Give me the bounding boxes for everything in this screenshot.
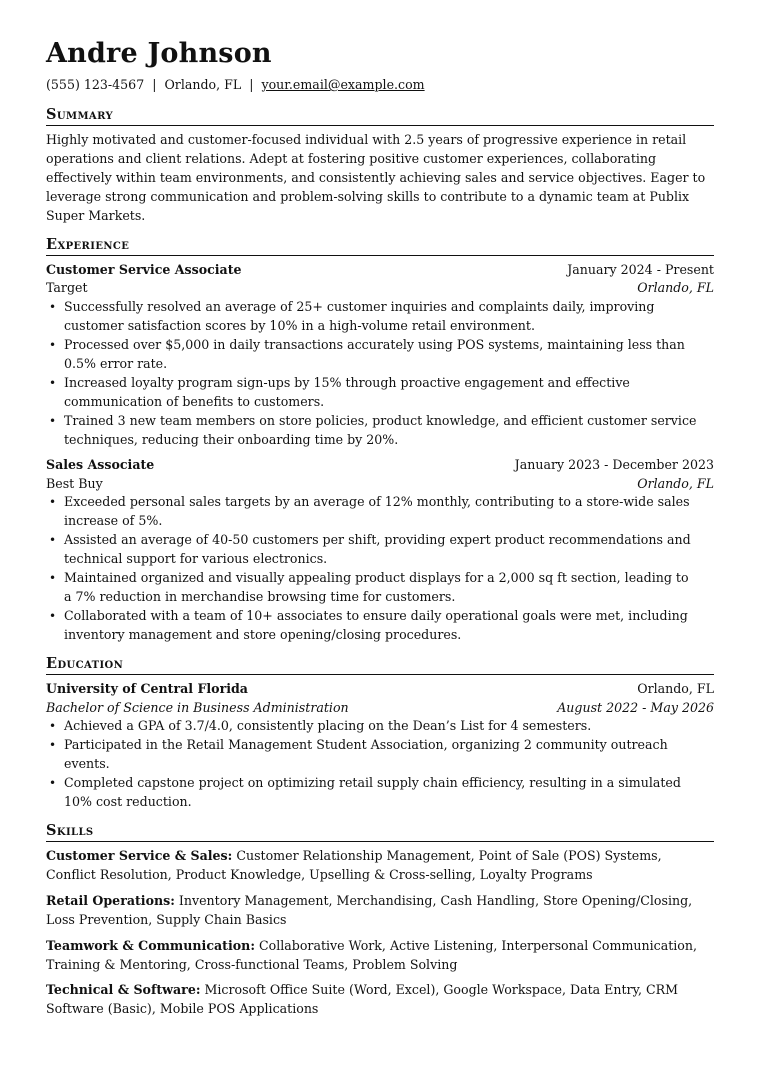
contact-separator: |	[152, 77, 157, 92]
school-row	[46, 680, 714, 699]
job-dates: January 2023 - December 2023	[514, 456, 714, 472]
skill-group	[46, 937, 714, 975]
job-location: Orlando, FL	[637, 280, 714, 296]
skill-items: Collaborative Work, Active Listening, Interpersonal Communication, Training & Mentoring, Cross-functional Teams, Problem Solving	[46, 937, 697, 972]
email-link[interactable]: your.email@example.com	[261, 77, 425, 92]
contact-line	[46, 76, 714, 94]
job-bullets	[46, 298, 714, 449]
contact-separator: |	[249, 77, 254, 92]
list-item: • Participated in the Retail Management Student Association, organizing 2 community outreach events.	[64, 736, 714, 774]
experience-entry	[46, 456, 714, 645]
experience-heading: Experience	[46, 236, 714, 256]
summary-text: Highly motivated and customer-focused individual with 2.5 years of progressive experience in retail operations and client relations. Adept at fostering positive customer experiences, collaborating effectively within team environments, and consistently achieving sales and service objectives. Eager to leverage strong communication and problem-solving skills to contribute to a dynamic team at Publix Super Markets.	[46, 132, 706, 223]
list-item: • Processed over $5,000 in daily transactions accurately using POS systems, maintaining less than 0.5% error rate.	[64, 336, 714, 374]
skills-heading: Skills	[46, 822, 714, 842]
phone-number: (555) 123-4567	[46, 77, 145, 92]
job-company: Target	[46, 280, 88, 296]
skill-items: Microsoft Office Suite (Word, Excel), Google Workspace, Data Entry, CRM Software (Basic), Mobile POS Applications	[46, 982, 679, 1017]
list-item: • Completed capstone project on optimizing retail supply chain efficiency, resulting in a simulated 10% cost reduction.	[64, 774, 714, 812]
education-entry	[46, 680, 714, 812]
skill-label: Technical & Software:	[46, 982, 201, 998]
degree-name: Bachelor of Science in Business Administration	[46, 699, 349, 715]
job-company-row	[46, 475, 714, 494]
list-item: • Maintained organized and visually appealing product displays for a 2,000 sq ft section, leading to a 7% reduction in merchandise browsing time for customers.	[64, 569, 714, 607]
experience-entry	[46, 261, 714, 450]
skill-label: Customer Service & Sales:	[46, 848, 233, 863]
list-item: • Collaborated with a team of 10+ associates to ensure daily operational goals were met, including inventory management and store opening/closing procedures.	[64, 607, 714, 645]
skill-group	[46, 892, 714, 930]
list-item: • Successfully resolved an average of 25+ customer inquiries and complaints daily, improving customer satisfaction scores by 10% in a high-volume retail environment.	[64, 298, 714, 336]
job-bullets	[46, 493, 714, 644]
education-dates: August 2022 - May 2026	[557, 699, 714, 715]
job-location: Orlando, FL	[637, 475, 714, 491]
skill-group	[46, 847, 714, 885]
skill-label: Teamwork & Communication:	[46, 937, 255, 953]
job-header-row	[46, 456, 714, 475]
job-title: Sales Associate	[46, 456, 155, 472]
school-location: Orlando, FL	[637, 680, 714, 696]
education-heading: Education	[46, 655, 714, 675]
list-item: • Exceeded personal sales targets by an average of 12% monthly, contributing to a store-wide sales increase of 5%.	[64, 493, 714, 531]
job-header-row	[46, 261, 714, 280]
skill-items: Customer Relationship Management, Point of Sale (POS) Systems, Conflict Resolution, Product Knowledge, Upselling & Cross-selling, Loyalty Programs	[46, 848, 662, 882]
list-item: • Trained 3 new team members on store policies, product knowledge, and efficient customer service techniques, reducing their onboarding time by 20%.	[64, 412, 714, 450]
job-company: Best Buy	[46, 475, 103, 491]
contact-location: Orlando, FL	[164, 77, 242, 92]
job-title: Customer Service Associate	[46, 261, 242, 277]
skill-label: Retail Operations:	[46, 892, 175, 908]
skill-items: Inventory Management, Merchandising, Cash Handling, Store Opening/Closing, Loss Prevention, Supply Chain Basics	[46, 892, 693, 927]
candidate-name: Andre Johnson	[46, 38, 272, 69]
school-name: University of Central Florida	[46, 680, 248, 696]
summary-heading: Summary	[46, 106, 714, 126]
job-company-row	[46, 279, 714, 298]
list-item: • Increased loyalty program sign-ups by 15% through proactive engagement and effective communication of benefits to customers.	[64, 374, 714, 412]
degree-row	[46, 699, 714, 718]
skill-group	[46, 981, 714, 1019]
list-item: • Achieved a GPA of 3.7/4.0, consistently placing on the Dean’s List for 4 semesters.	[64, 717, 714, 736]
list-item: • Assisted an average of 40-50 customers per shift, providing expert product recommendations and technical support for various electronics.	[64, 531, 714, 569]
job-dates: January 2024 - Present	[567, 261, 714, 277]
education-bullets	[46, 717, 714, 812]
